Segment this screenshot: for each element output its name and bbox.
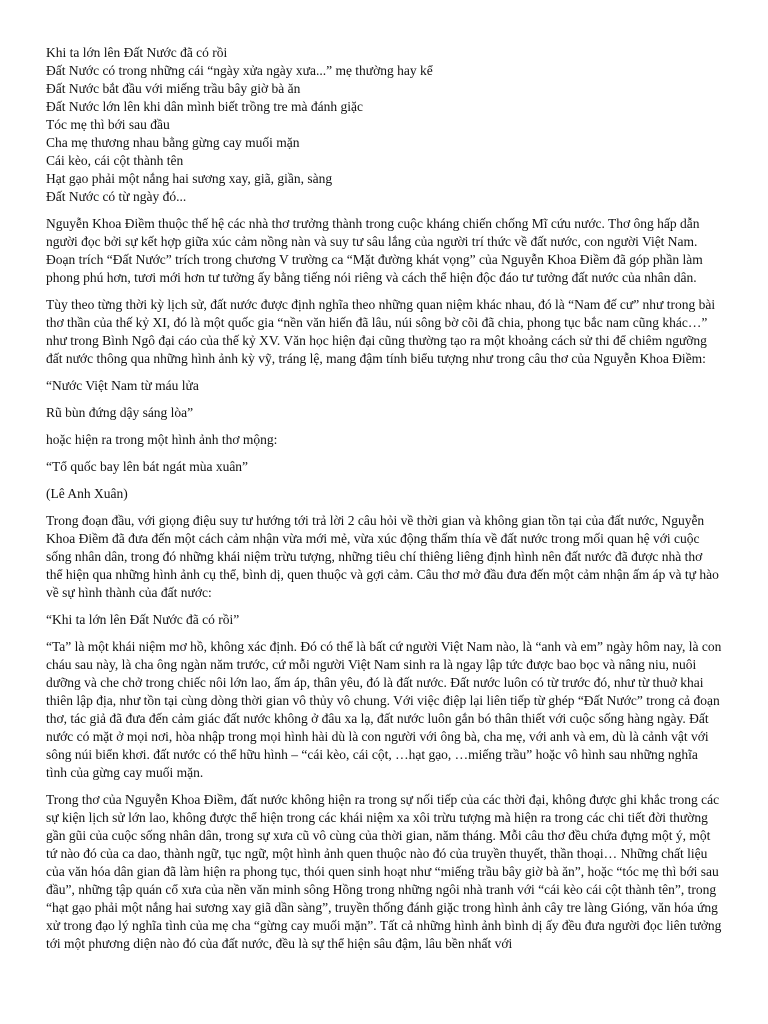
quote-line: “Khi ta lớn lên Đất Nước đã có rồi”	[46, 612, 240, 627]
transition-line: hoặc hiện ra trong một hình ảnh thơ mộng:	[46, 432, 278, 447]
poem-line: Đất Nước có từ ngày đó...	[46, 189, 187, 204]
quote-attribution: (Lê Anh Xuân)	[46, 486, 128, 501]
intro-paragraph: Nguyễn Khoa Điềm thuộc thế hệ các nhà thơ trưởng thành trong cuộc kháng chiến chống Mĩ cứu nước. Thơ ông hấp dẫn người đọc bởi sự kết hợp giữa xúc cảm nồng nàn và suy tư sâu lắng của người trí thức về đất nước, con người Việt Nam. Đoạn trích “Đất Nước” trích trong chương V trường ca “Mặt đường khát vọng” của Nguyễn Khoa Điềm đã góp phần làm phong phú hơn, tươi mới hơn tư tưởng ấy bằng tiếng nói riêng và cách thể hiện độc đáo tư tưởng đất nước của nhân dân.	[46, 216, 703, 285]
poem-line: Hạt gạo phải một nắng hai sương xay, giã, giần, sàng	[46, 171, 333, 186]
poem-excerpt	[46, 44, 722, 206]
poem-line: Cha mẹ thương nhau bằng gừng cay muối mặn	[46, 135, 300, 150]
history-paragraph: Tùy theo từng thời kỳ lịch sử, đất nước được định nghĩa theo những quan niệm khác nhau, đó là “Nam đế cư” như trong bài thơ thần của thế kỷ XI, đó là một quốc gia “nền văn hiến đã lâu, núi sông bờ cõi đã chia, phong tục bắc nam cũng khác…” như trong Bình Ngô đại cáo của thế kỷ XV. Văn học hiện đại cũng thường tạo ra một khoảng cách sử thi để chiêm ngưỡng đất nước thông qua những hình ảnh kỳ vỹ, tráng lệ, mang đậm tính biểu tượng như trong câu thơ của Nguyễn Khoa Điềm:	[46, 297, 716, 366]
poem-line: Cái kèo, cái cột thành tên	[46, 153, 184, 168]
analysis-paragraph: “Ta” là một khái niệm mơ hồ, không xác định. Đó có thể là bất cứ người Việt Nam nào, là “anh và em” ngày hôm nay, là con cháu sau này, là cha ông ngàn năm trước, cứ mỗi người Việt Nam sinh ra là ngay lập tức được bao bọc và nâng niu, nuôi dưỡng và che chở trong chiếc nôi lớn lao, ấm áp, thân yêu, đó là đất nước. Đất nước luôn có từ trước đó, như từ thuở khai thiên lập địa, như tồn tại cùng dòng thời gian vô thủy vô chung. Với việc điệp lại liên tiếp từ ghép “Đất Nước” trong cả đoạn thơ, tác giả đã đưa đến cảm giác đất nước không ở đâu xa lạ, đất nước luôn gắn bó thân thiết với cuộc sống hàng ngày. Đất nước có mặt ở mọi nơi, hòa nhập trong mọi hình hài dù là con người với ông bà, cha mẹ, với anh và em, dù là cảnh vật với sông núi biển khơi. đất nước có thể hữu hình – “cái kèo, cái cột, …hạt gạo, …miếng trầu” hoặc vô hình sau những nghĩa tình của gừng cay muối mặn.	[46, 639, 722, 780]
document-page	[46, 44, 722, 962]
analysis-paragraph: Trong thơ của Nguyễn Khoa Điềm, đất nước không hiện ra trong sự nối tiếp của các thời đại, không được ghi khắc trong các sự kiện lịch sử lớn lao, không được thể hiện trong các khái niệm xa xôi trừu tượng mà hiện ra trong các chi tiết đời thường gần gũi của cuộc sống nhân dân, trong sự xưa cũ vô cùng của thời gian, năm tháng. Mỗi câu thơ đều chứa đựng một ý, một tứ nào đó của ca dao, thành ngữ, tục ngữ, một hình ảnh quen thuộc nào đó của truyền thuyết, thần thoại… Những chất liệu của văn hóa dân gian đã làm hiện ra phong tục, thói quen sinh hoạt như “miếng trầu bây giờ bà ăn”, hoặc “tóc mẹ thì bới sau đầu”, những tập quán cổ xưa của nền văn minh sông Hồng trong những ngôi nhà tranh với “cái kèo cái cột thành tên”, trong “hạt gạo phải một nắng hai sương xay giã dần sàng”, truyền thống đánh giặc trong hình ảnh cây tre làng Gióng, văn hóa ứng xử trong đạo lý nghĩa tình của mẹ cha “gừng cay muối mặn”. Tất cả những hình ảnh bình dị ấy đều đưa người đọc liên tưởng tới một phương diện nào đó của đất nước, đều là sự thể hiện sâu đậm, lâu bền nhất với	[46, 792, 722, 951]
poem-line: Tóc mẹ thì bới sau đầu	[46, 117, 170, 132]
quote-line: Rũ bùn đứng dậy sáng lòa”	[46, 405, 194, 420]
poem-line: Khi ta lớn lên Đất Nước đã có rồi	[46, 45, 228, 60]
poem-line: Đất Nước có trong những cái “ngày xửa ngày xưa...” mẹ thường hay kể	[46, 63, 433, 78]
quote-line: “Nước Việt Nam từ máu lửa	[46, 378, 199, 393]
analysis-paragraph: Trong đoạn đầu, với giọng điệu suy tư hướng tới trả lời 2 câu hỏi về thời gian và không gian tồn tại của đất nước, Nguyễn Khoa Điềm đã đưa đến một cách cảm nhận vừa mới mẻ, vừa xúc động thấm thía về đất nước trong mối quan hệ với cuộc sống nhân dân, trong đó những khái niệm trừu tượng, những tiêu chí thiêng liêng định hình nên đất nước đã được nhà thơ thể hiện qua những hình ảnh cụ thể, bình dị, quen thuộc và gợi cảm. Câu thơ mở đầu đưa đến một cảm nhận ấm áp và tự hào về sự hình thành của đất nước:	[46, 513, 719, 600]
poem-line: Đất Nước bắt đầu với miếng trầu bây giờ bà ăn	[46, 81, 301, 96]
poem-line: Đất Nước lớn lên khi dân mình biết trồng tre mà đánh giặc	[46, 99, 364, 114]
quote-line: “Tổ quốc bay lên bát ngát mùa xuân”	[46, 459, 249, 474]
